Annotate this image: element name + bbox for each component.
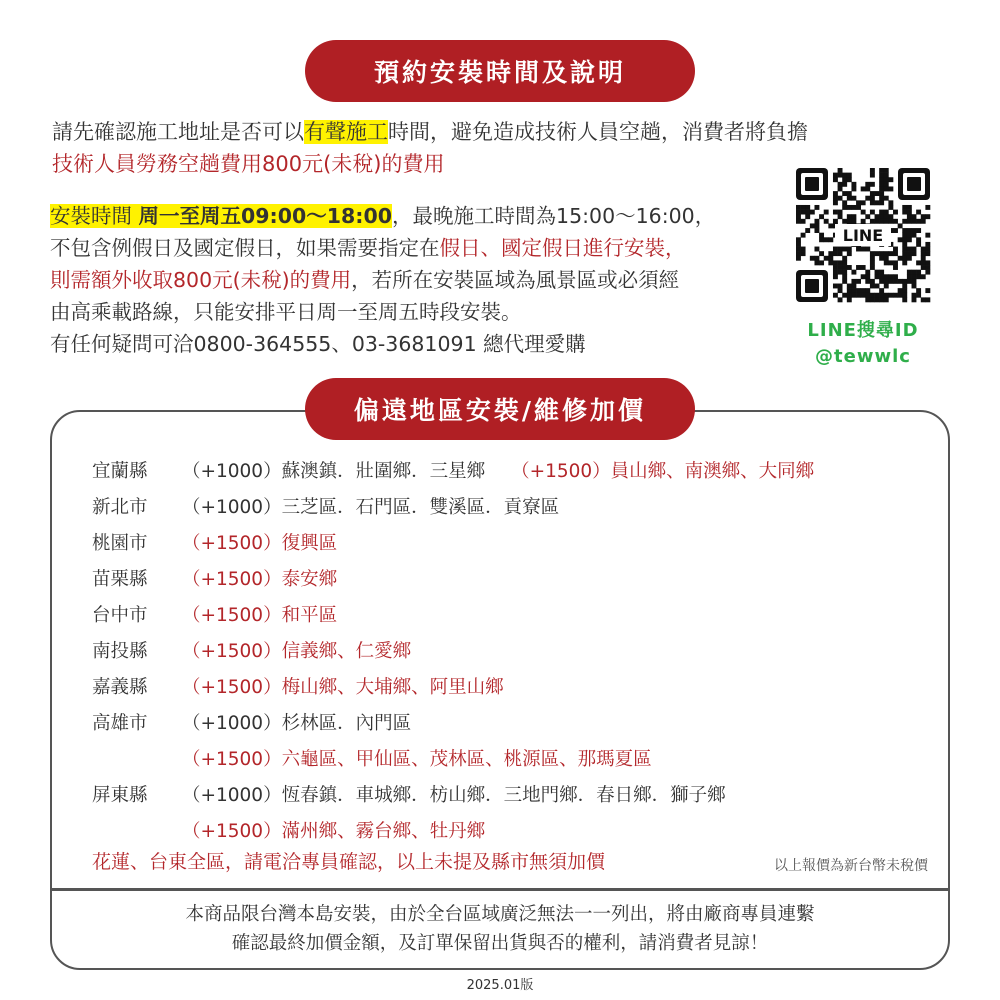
intro-highlight: 有聲施工 bbox=[304, 120, 388, 144]
region-county: 宜蘭縣 bbox=[92, 461, 148, 482]
qr-code-image bbox=[790, 162, 936, 308]
schedule-line-2-a: 不包含例假日及國定假日，如果需要指定在 bbox=[50, 236, 440, 260]
surcharge-1000-areas: （+1000）蘇澳鎮．壯圍鄉．三星鄉 bbox=[182, 461, 486, 482]
region-county: 新北市 bbox=[92, 497, 148, 518]
schedule-line-3-b: ，若所在安裝區域為風景區或必須經 bbox=[351, 268, 680, 292]
version-label: 2025.01版 bbox=[466, 978, 534, 993]
schedule-line-4: 由高乘載路線，只能安排平日周一至周五時段安裝。 bbox=[50, 300, 522, 324]
region-county: 屏東縣 bbox=[92, 785, 148, 806]
region-row bbox=[92, 596, 942, 632]
schedule-line-5: 有任何疑問可洽0800-364555、03-3681091 總代理愛購 bbox=[50, 332, 586, 356]
region-row bbox=[92, 632, 942, 668]
section-title-appointment: 預約安裝時間及說明 bbox=[305, 40, 695, 102]
section-title-remote-areas: 偏遠地區安裝/維修加價 bbox=[305, 378, 695, 440]
surcharge-1500-areas: （+1500）梅山鄉、大埔鄉、阿里山鄉 bbox=[182, 677, 504, 698]
schedule-line-2 bbox=[50, 232, 790, 264]
region-row bbox=[92, 668, 942, 704]
surcharge-1500-areas: （+1500）復興區 bbox=[182, 533, 338, 554]
surcharge-1000-areas: （+1000）杉林區．內門區 bbox=[182, 713, 412, 734]
footer-disclaimer bbox=[50, 900, 950, 958]
region-row bbox=[92, 560, 942, 596]
east-coast-note: 花蓮、台東全區，請電洽專員確認，以上未提及縣市無須加價 bbox=[92, 851, 606, 873]
surcharge-1500-areas: （+1500）和平區 bbox=[182, 605, 338, 626]
line-qr-code[interactable] bbox=[790, 162, 936, 308]
surcharge-1500-areas: （+1500）滿州鄉、霧台鄉、牡丹鄉 bbox=[182, 821, 486, 842]
region-row bbox=[92, 740, 942, 776]
schedule-line-3 bbox=[50, 264, 790, 296]
surcharge-1000-areas: （+1000）三芝區．石門區．雙溪區．貢寮區 bbox=[182, 497, 560, 518]
region-county: 台中市 bbox=[92, 605, 148, 626]
qr-line-text: LINE bbox=[842, 226, 884, 245]
footer-line-1: 本商品限台灣本島安裝，由於全台區域廣泛無法一一列出，將由廠商專員連繫 bbox=[185, 904, 815, 925]
schedule-line-3-a: 則需額外收取800元(未稅)的費用 bbox=[50, 268, 352, 292]
region-row bbox=[92, 452, 942, 488]
region-list bbox=[92, 452, 942, 848]
box-divider bbox=[50, 888, 950, 891]
schedule-hours: 周一至周五09:00～18:00 bbox=[138, 204, 393, 228]
region-row bbox=[92, 704, 942, 740]
region-county: 嘉義縣 bbox=[92, 677, 148, 698]
surcharge-1500-areas: （+1500）六龜區、甲仙區、茂林區、桃源區、那瑪夏區 bbox=[182, 749, 652, 770]
region-row bbox=[92, 812, 942, 848]
surcharge-1500-areas: （+1500）員山鄉、南澳鄉、大同鄉 bbox=[511, 461, 815, 482]
region-county: 苗栗縣 bbox=[92, 569, 148, 590]
intro-line-2: 技術人員勞務空趟費用800元(未稅)的費用 bbox=[52, 152, 445, 176]
footer-line-2: 確認最終加價金額，及訂單保留出貨與否的權利，請消費者見諒！ bbox=[231, 933, 769, 954]
intro-text-b: 時間，避免造成技術人員空趟，消費者將負擔 bbox=[388, 120, 808, 144]
region-county: 南投縣 bbox=[92, 641, 148, 662]
schedule-line-1-rest: ，最晚施工時間為15:00～16:00， bbox=[392, 204, 716, 228]
schedule-paragraph bbox=[50, 200, 790, 360]
surcharge-1000-areas: （+1000）恆春鎮．車城鄉．枋山鄉．三地門鄉．春日鄉．獅子鄉 bbox=[182, 785, 726, 806]
region-row bbox=[92, 524, 942, 560]
schedule-line-2-b: 假日、國定假日進行安裝， bbox=[439, 236, 686, 260]
intro-line-1 bbox=[52, 116, 952, 148]
region-row bbox=[92, 488, 942, 524]
line-search-title: LINE搜尋ID bbox=[807, 320, 919, 341]
price-note: 以上報價為新台幣未稅價 bbox=[774, 858, 928, 874]
surcharge-1500-areas: （+1500）泰安鄉 bbox=[182, 569, 338, 590]
surcharge-1500-areas: （+1500）信義鄉、仁愛鄉 bbox=[182, 641, 412, 662]
line-id: @tewwlc bbox=[815, 346, 911, 367]
intro-text-a: 請先確認施工地址是否可以 bbox=[52, 120, 304, 144]
region-row bbox=[92, 776, 942, 812]
schedule-label: 安裝時間 bbox=[50, 204, 132, 228]
schedule-line-1 bbox=[50, 200, 790, 232]
region-county: 桃園市 bbox=[92, 533, 148, 554]
line-search-label bbox=[780, 318, 946, 370]
region-county: 高雄市 bbox=[92, 713, 148, 734]
